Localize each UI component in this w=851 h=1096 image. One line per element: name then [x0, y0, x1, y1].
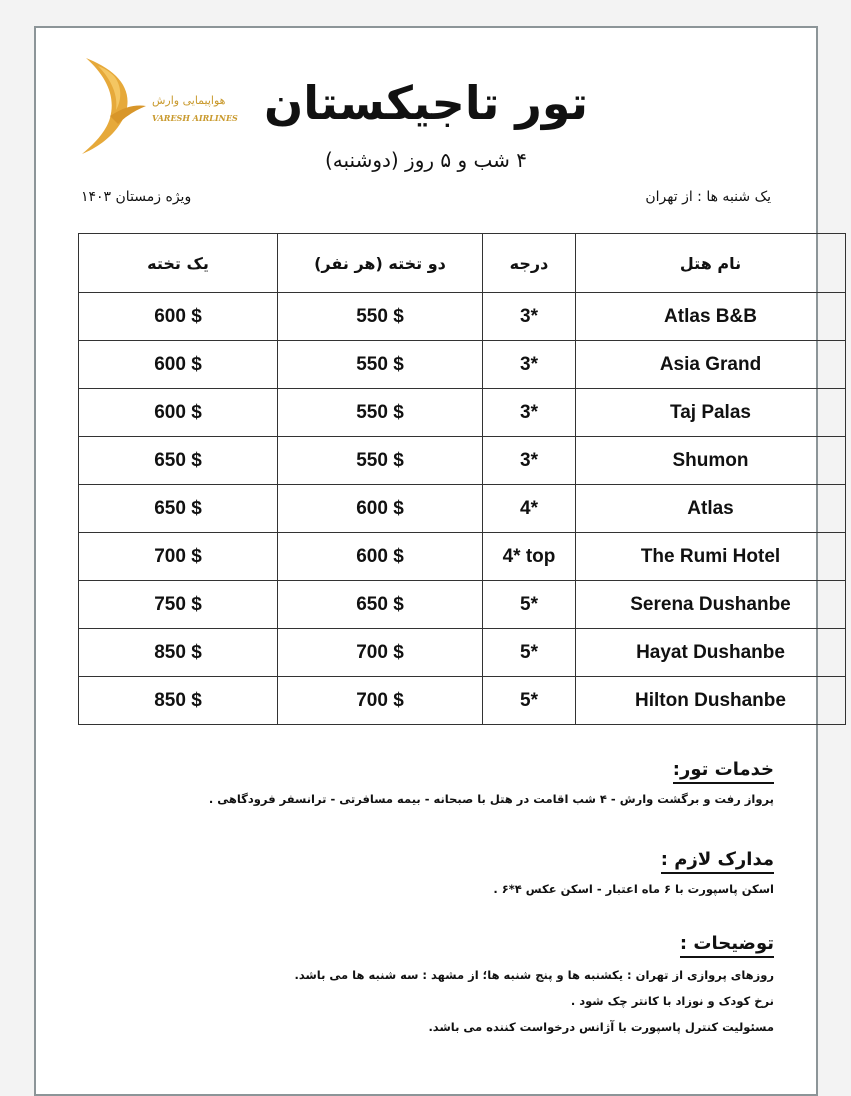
- documents-text: اسکن پاسپورت با ۶ ماه اعتبار - اسکن عکس ۴*۶ .: [493, 882, 774, 896]
- single-price: 600 $: [79, 389, 278, 437]
- double-price: 600 $: [278, 533, 483, 581]
- single-price: 750 $: [79, 581, 278, 629]
- bird-logo-icon: [76, 56, 156, 156]
- price-table: [78, 233, 846, 725]
- hotel-name: Hayat Dushanbe: [576, 629, 846, 677]
- table-row: [79, 389, 846, 437]
- documents-heading: مدارک لازم :: [661, 848, 774, 874]
- double-price: 550 $: [278, 341, 483, 389]
- table-row: [79, 677, 846, 725]
- hotel-name: The Rumi Hotel: [576, 533, 846, 581]
- single-price: 600 $: [79, 341, 278, 389]
- hotel-name: Atlas B&B: [576, 293, 846, 341]
- hotel-name: Shumon: [576, 437, 846, 485]
- hotel-grade: 3*: [483, 293, 576, 341]
- table-row: [79, 581, 846, 629]
- double-price: 550 $: [278, 293, 483, 341]
- services-heading: خدمات تور:: [673, 758, 774, 784]
- double-price: 700 $: [278, 677, 483, 725]
- hotel-grade: 5*: [483, 629, 576, 677]
- tour-duration: ۴ شب و ۵ روز (دوشنبه): [324, 148, 528, 172]
- hotel-name: Atlas: [576, 485, 846, 533]
- table-header-row: [79, 234, 846, 293]
- single-price: 650 $: [79, 437, 278, 485]
- single-price: 650 $: [79, 485, 278, 533]
- notes-heading: توضیحات :: [680, 932, 774, 958]
- airline-logo: [76, 56, 236, 156]
- notes-section: [294, 932, 774, 1036]
- header-double: دو تخته (هر نفر): [278, 234, 483, 293]
- double-price: 600 $: [278, 485, 483, 533]
- single-price: 600 $: [79, 293, 278, 341]
- hotel-grade: 3*: [483, 389, 576, 437]
- note-line: نرخ کودک و نوزاد با کانتر چک شود .: [570, 994, 774, 1008]
- double-price: 550 $: [278, 437, 483, 485]
- season-info: ویژه زمستان ۱۴۰۳: [81, 189, 192, 205]
- tour-flyer: [34, 26, 818, 1096]
- double-price: 550 $: [278, 389, 483, 437]
- table-row: [79, 437, 846, 485]
- hotel-grade: 3*: [483, 437, 576, 485]
- header-grade: درجه: [483, 234, 576, 293]
- documents-section: [493, 848, 774, 898]
- hotel-name: Taj Palas: [576, 389, 846, 437]
- hotel-name: Asia Grand: [576, 341, 846, 389]
- hotel-grade: 5*: [483, 581, 576, 629]
- table-row: [79, 629, 846, 677]
- logo-name-en: VARESH AIRLINES: [152, 113, 238, 123]
- logo-name-fa: هواپیمایی وارش: [152, 94, 226, 107]
- note-line: روزهای پروازی از تهران : یکشنبه ها و پنج شنبه ها؛ از مشهد : سه شنبه ها می باشد.: [294, 968, 774, 982]
- services-text: پرواز رفت و برگشت وارش - ۴ شب اقامت در هتل با صبحانه - بیمه مسافرتی - ترانسفر فرودگاهی .: [208, 792, 774, 806]
- single-price: 700 $: [79, 533, 278, 581]
- double-price: 700 $: [278, 629, 483, 677]
- hotel-grade: 4* top: [483, 533, 576, 581]
- single-price: 850 $: [79, 677, 278, 725]
- table-row: [79, 533, 846, 581]
- table-row: [79, 341, 846, 389]
- hotel-grade: 5*: [483, 677, 576, 725]
- hotel-grade: 3*: [483, 341, 576, 389]
- table-row: [79, 293, 846, 341]
- note-line: مسئولیت کنترل پاسپورت با آژانس درخواست کننده می باشد.: [428, 1020, 774, 1034]
- hotel-name: Hilton Dushanbe: [576, 677, 846, 725]
- header-hotel: نام هتل: [576, 234, 846, 293]
- hotel-name: Serena Dushanbe: [576, 581, 846, 629]
- single-price: 850 $: [79, 629, 278, 677]
- double-price: 650 $: [278, 581, 483, 629]
- table-row: [79, 485, 846, 533]
- hotel-grade: 4*: [483, 485, 576, 533]
- page-title: تور تاجیکستان: [264, 76, 588, 130]
- header-single: یک تخته: [79, 234, 278, 293]
- services-section: [209, 758, 774, 808]
- departure-info: یک شنبه ها : از تهران: [645, 189, 771, 205]
